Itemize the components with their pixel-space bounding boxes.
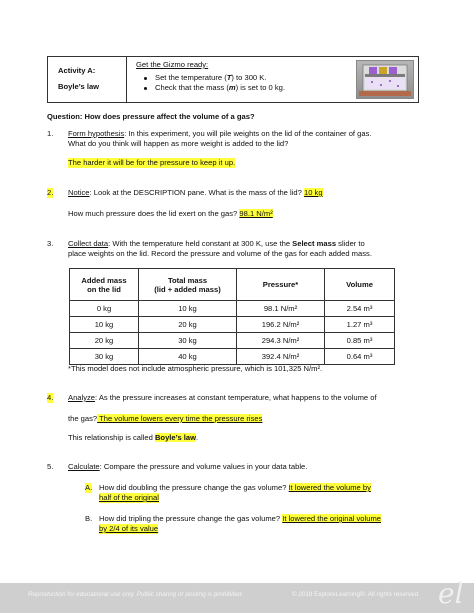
- q2-prompt: Notice: Look at the DESCRIPTION pane. What is the mass of the lid? 10 kg: [68, 188, 323, 197]
- q5a-prompt: How did doubling the pressure change the gas volume? It lowered the volume by: [99, 483, 371, 492]
- cell-total-mass: 10 kg: [139, 301, 237, 317]
- q4-answer: The volume lowers every time the pressure rises: [97, 414, 263, 423]
- explorelearning-logo: el: [438, 577, 464, 610]
- cell-total-mass: 40 kg: [139, 349, 237, 365]
- cell-added-mass: 20 kg: [70, 333, 139, 349]
- cell-total-mass: 20 kg: [139, 317, 237, 333]
- bullet-icon: [144, 87, 147, 90]
- q4-relationship: This relationship is called Boyle’s law.: [68, 433, 199, 442]
- activity-label: Activity A:: [58, 66, 96, 75]
- cell-pressure: 392.4 N/m²: [237, 349, 325, 365]
- q1-prompt-line1: Form hypothesis: In this experiment, you will pile weights on the lid of the container of gas.: [68, 129, 372, 138]
- q4-law-answer: Boyle’s law: [154, 433, 197, 442]
- cell-volume: 0.85 m³: [325, 333, 395, 349]
- q2-number: 2.: [47, 188, 54, 197]
- gizmo-ready-label: Get the Gizmo ready:: [136, 60, 209, 69]
- footer-copyright: © 2019 ExploreLearning®. All rights reserved: [292, 591, 419, 598]
- table-row: [70, 301, 395, 317]
- footer-bar: [0, 583, 474, 613]
- cell-volume: 0.64 m³: [325, 349, 395, 365]
- header-added-mass: Added mass on the lid: [70, 269, 139, 301]
- cell-volume: 2.54 m³: [325, 301, 395, 317]
- q2-answer-2: 98.1 N/m²: [239, 209, 273, 218]
- q5-number: 5.: [47, 462, 54, 471]
- cell-volume: 1.27 m³: [325, 317, 395, 333]
- cell-added-mass: 30 kg: [70, 349, 139, 365]
- q1-number: 1.: [47, 129, 54, 138]
- q5b-label: B.: [85, 514, 93, 523]
- header-divider: [126, 57, 127, 102]
- activity-header-box: [47, 56, 419, 103]
- activity-topic: Boyle’s law: [58, 82, 100, 91]
- q1-answer: The harder it will be for the pressure to keep it up.: [68, 158, 236, 167]
- cell-pressure: 196.2 N/m²: [237, 317, 325, 333]
- q5b-answer-line1: It lowered the original volume: [282, 514, 381, 523]
- gas-container-icon: [357, 61, 413, 98]
- header-pressure: Pressure*: [237, 269, 325, 301]
- setup-step-2: Check that the mass (m) is set to 0 kg.: [144, 83, 285, 93]
- setup-step-1: Set the temperature (T) to 300 K.: [144, 73, 266, 83]
- q3-prompt-line2: place weights on the lid. Record the pressure and volume of the gas for each added mass.: [68, 249, 372, 258]
- cell-pressure: 294.3 N/m²: [237, 333, 325, 349]
- gizmo-thumbnail: [356, 60, 414, 99]
- cell-total-mass: 30 kg: [139, 333, 237, 349]
- table-note: *This model does not include atmospheric pressure, which is 101,325 N/m².: [68, 364, 323, 373]
- cell-added-mass: 0 kg: [70, 301, 139, 317]
- q5b-answer-line2: by 2/4 of its value: [99, 524, 159, 533]
- q2-answer: 10 kg: [303, 188, 323, 197]
- q1-prompt-line2: What do you think will happen as more weight is added to the lid?: [68, 139, 289, 148]
- header-volume: Volume: [325, 269, 395, 301]
- table-header-row: [70, 269, 395, 301]
- q5b-prompt: How did tripling the pressure change the gas volume? It lowered the original volume: [99, 514, 381, 523]
- header-total-mass: Total mass (lid + added mass): [139, 269, 237, 301]
- data-table: [69, 268, 395, 365]
- q5-prompt: Calculate: Compare the pressure and volume values in your data table.: [68, 462, 308, 471]
- q5a-answer-line1: It lowered the volume by: [288, 483, 371, 492]
- table-row: [70, 333, 395, 349]
- q4-prompt-line2: the gas? The volume lowers every time the pressure rises: [68, 414, 263, 423]
- table-row: [70, 317, 395, 333]
- cell-pressure: 98.1 N/m²: [237, 301, 325, 317]
- q4-number: 4.: [47, 393, 54, 402]
- q5a-label: A.: [85, 483, 93, 492]
- q4-prompt-line1: Analyze: As the pressure increases at constant temperature, what happens to the volume of: [68, 393, 377, 402]
- bullet-icon: [144, 77, 147, 80]
- footer-disclaimer: Reproduction for educational use only. Public sharing or posting is prohibited.: [28, 591, 244, 598]
- q3-number: 3.: [47, 239, 54, 248]
- question-heading: Question: How does pressure affect the volume of a gas?: [47, 112, 255, 121]
- q5a-answer-line2: half of the original: [99, 493, 159, 502]
- q3-prompt-line1: Collect data: With the temperature held constant at 300 K, use the Select mass slider to: [68, 239, 365, 248]
- table-row: [70, 349, 395, 365]
- cell-added-mass: 10 kg: [70, 317, 139, 333]
- q2-prompt-2: How much pressure does the lid exert on the gas? 98.1 N/m²: [68, 209, 273, 218]
